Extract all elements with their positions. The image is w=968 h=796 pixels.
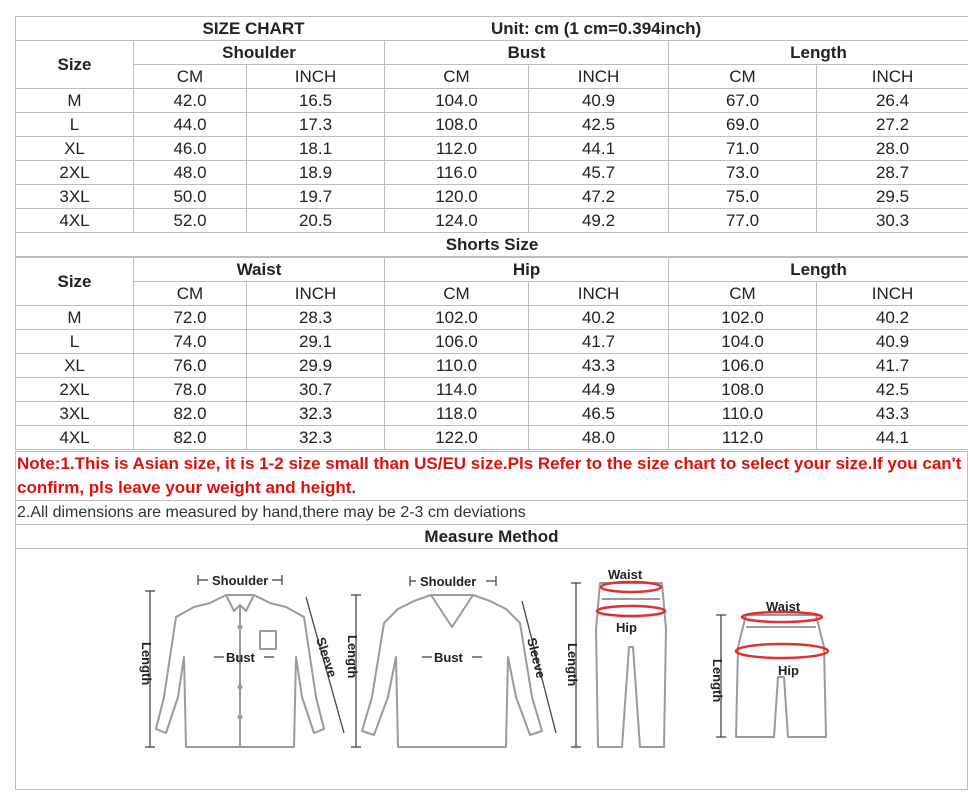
value-cell: 32.3 [247, 426, 385, 450]
value-cell: 102.0 [669, 306, 817, 330]
unit-header: CM [669, 65, 817, 89]
table-row [16, 137, 968, 161]
size-column-header: Size [16, 258, 134, 306]
value-cell: 29.9 [247, 354, 385, 378]
size-cell: 3XL [16, 185, 134, 209]
length-label: Length [139, 642, 154, 686]
length-label: Length [710, 659, 725, 703]
size-cell: 3XL [16, 402, 134, 426]
value-cell: 44.0 [134, 113, 247, 137]
value-cell: 46.0 [134, 137, 247, 161]
value-cell: 16.5 [247, 89, 385, 113]
value-cell: 46.5 [529, 402, 669, 426]
value-cell: 106.0 [385, 330, 529, 354]
value-cell: 48.0 [134, 161, 247, 185]
value-cell: 77.0 [669, 209, 817, 233]
unit-header-row [16, 65, 968, 89]
length-header: Length [669, 41, 968, 65]
size-cell: 2XL [16, 378, 134, 402]
value-cell: 26.4 [817, 89, 968, 113]
value-cell: 120.0 [385, 185, 529, 209]
value-cell: 20.5 [247, 209, 385, 233]
unit-header: INCH [247, 65, 385, 89]
sleeve-label: Sleeve [313, 635, 341, 680]
note-asian-size: Note:1.This is Asian size, it is 1-2 size small than US/EU size.Pls Refer to the size chart to select your size.If you can't confirm, pls leave your weight and height. [16, 452, 968, 501]
value-cell: 29.1 [247, 330, 385, 354]
value-cell: 44.9 [529, 378, 669, 402]
shorts-size-chart [15, 257, 968, 450]
value-cell: 40.9 [529, 89, 669, 113]
value-cell: 112.0 [385, 137, 529, 161]
table-row [16, 354, 968, 378]
value-cell: 112.0 [669, 426, 817, 450]
bust-header: Bust [385, 41, 669, 65]
length-label: Length [345, 635, 360, 679]
value-cell: 73.0 [669, 161, 817, 185]
value-cell: 47.2 [529, 185, 669, 209]
value-cell: 82.0 [134, 426, 247, 450]
value-cell: 76.0 [134, 354, 247, 378]
value-cell: 27.2 [817, 113, 968, 137]
table-row [16, 161, 968, 185]
value-cell: 102.0 [385, 306, 529, 330]
size-cell: 4XL [16, 426, 134, 450]
size-cell: XL [16, 354, 134, 378]
hip-header: Hip [385, 258, 669, 282]
value-cell: 28.7 [817, 161, 968, 185]
unit-header: INCH [247, 282, 385, 306]
size-cell: M [16, 306, 134, 330]
hip-label: Hip [778, 663, 799, 678]
value-cell: 18.1 [247, 137, 385, 161]
length-label: Length [565, 643, 580, 687]
value-cell: 122.0 [385, 426, 529, 450]
unit-header: INCH [529, 65, 669, 89]
measure-title-row [16, 525, 968, 549]
sleeve-label: Sleeve [524, 636, 549, 680]
value-cell: 50.0 [134, 185, 247, 209]
value-cell: 69.0 [669, 113, 817, 137]
note-row [16, 501, 968, 525]
size-cell: L [16, 330, 134, 354]
value-cell: 49.2 [529, 209, 669, 233]
value-cell: 42.5 [529, 113, 669, 137]
value-cell: 29.5 [817, 185, 968, 209]
value-cell: 110.0 [385, 354, 529, 378]
value-cell: 19.7 [247, 185, 385, 209]
hip-label: Hip [616, 620, 637, 635]
note-row [16, 452, 968, 501]
shoulder-label: Shoulder [420, 574, 477, 589]
value-cell: 30.7 [247, 378, 385, 402]
shirt-diagram [156, 595, 324, 747]
value-cell: 42.5 [817, 378, 968, 402]
value-cell: 67.0 [669, 89, 817, 113]
bust-label: Bust [434, 650, 463, 665]
measure-illustrations [15, 547, 968, 790]
unit-header: CM [134, 282, 247, 306]
unit-header: CM [669, 282, 817, 306]
table-row [16, 113, 968, 137]
value-cell: 52.0 [134, 209, 247, 233]
length-header: Length [669, 258, 968, 282]
chart-title-row [16, 17, 968, 41]
value-cell: 41.7 [529, 330, 669, 354]
value-cell: 45.7 [529, 161, 669, 185]
size-cell: L [16, 113, 134, 137]
value-cell: 40.2 [817, 306, 968, 330]
table-row [16, 209, 968, 233]
value-cell: 18.9 [247, 161, 385, 185]
value-cell: 110.0 [669, 402, 817, 426]
value-cell: 28.0 [817, 137, 968, 161]
unit-header: INCH [529, 282, 669, 306]
value-cell: 104.0 [669, 330, 817, 354]
value-cell: 43.3 [529, 354, 669, 378]
value-cell: 40.9 [817, 330, 968, 354]
size-cell: XL [16, 137, 134, 161]
value-cell: 75.0 [669, 185, 817, 209]
chart-title: SIZE CHART [202, 18, 305, 38]
value-cell: 17.3 [247, 113, 385, 137]
unit-header-row [16, 282, 968, 306]
value-cell: 108.0 [385, 113, 529, 137]
table-row [16, 402, 968, 426]
value-cell: 116.0 [385, 161, 529, 185]
value-cell: 74.0 [134, 330, 247, 354]
value-cell: 104.0 [385, 89, 529, 113]
shorts-title: Shorts Size [16, 233, 968, 257]
note-deviation: 2.All dimensions are measured by hand,there may be 2-3 cm deviations [16, 501, 968, 525]
size-column-header: Size [16, 41, 134, 89]
table-row [16, 330, 968, 354]
unit-header: CM [385, 65, 529, 89]
table-row [16, 426, 968, 450]
unit-header: CM [134, 65, 247, 89]
group-header-row [16, 258, 968, 282]
unit-note: Unit: cm (1 cm=0.394inch) [491, 18, 702, 38]
value-cell: 30.3 [817, 209, 968, 233]
size-cell: 4XL [16, 209, 134, 233]
table-row [16, 378, 968, 402]
waist-header: Waist [134, 258, 385, 282]
bust-label: Bust [226, 650, 255, 665]
value-cell: 118.0 [385, 402, 529, 426]
unit-header: INCH [817, 65, 968, 89]
unit-header: CM [385, 282, 529, 306]
value-cell: 43.3 [817, 402, 968, 426]
unit-header: INCH [817, 282, 968, 306]
hip-marker [597, 606, 665, 616]
waist-label: Waist [608, 567, 643, 582]
hip-marker [736, 644, 828, 658]
value-cell: 44.1 [817, 426, 968, 450]
sweater-diagram [362, 595, 542, 747]
shoulder-label: Shoulder [212, 573, 269, 588]
waist-label: Waist [766, 599, 801, 614]
shoulder-header: Shoulder [134, 41, 385, 65]
value-cell: 114.0 [385, 378, 529, 402]
value-cell: 44.1 [529, 137, 669, 161]
top-size-chart [15, 16, 968, 257]
size-cell: M [16, 89, 134, 113]
group-header-row [16, 41, 968, 65]
notes-table [15, 451, 968, 549]
value-cell: 40.2 [529, 306, 669, 330]
value-cell: 28.3 [247, 306, 385, 330]
value-cell: 108.0 [669, 378, 817, 402]
measure-diagram [16, 547, 967, 789]
value-cell: 41.7 [817, 354, 968, 378]
value-cell: 42.0 [134, 89, 247, 113]
value-cell: 72.0 [134, 306, 247, 330]
table-row [16, 306, 968, 330]
table-row [16, 185, 968, 209]
top-chart-body [16, 89, 968, 233]
value-cell: 71.0 [669, 137, 817, 161]
value-cell: 124.0 [385, 209, 529, 233]
table-row [16, 89, 968, 113]
value-cell: 78.0 [134, 378, 247, 402]
size-cell: 2XL [16, 161, 134, 185]
value-cell: 32.3 [247, 402, 385, 426]
shorts-title-row [16, 233, 968, 257]
shorts-chart-body [16, 306, 968, 450]
measure-method-title: Measure Method [16, 525, 968, 549]
value-cell: 82.0 [134, 402, 247, 426]
value-cell: 48.0 [529, 426, 669, 450]
value-cell: 106.0 [669, 354, 817, 378]
